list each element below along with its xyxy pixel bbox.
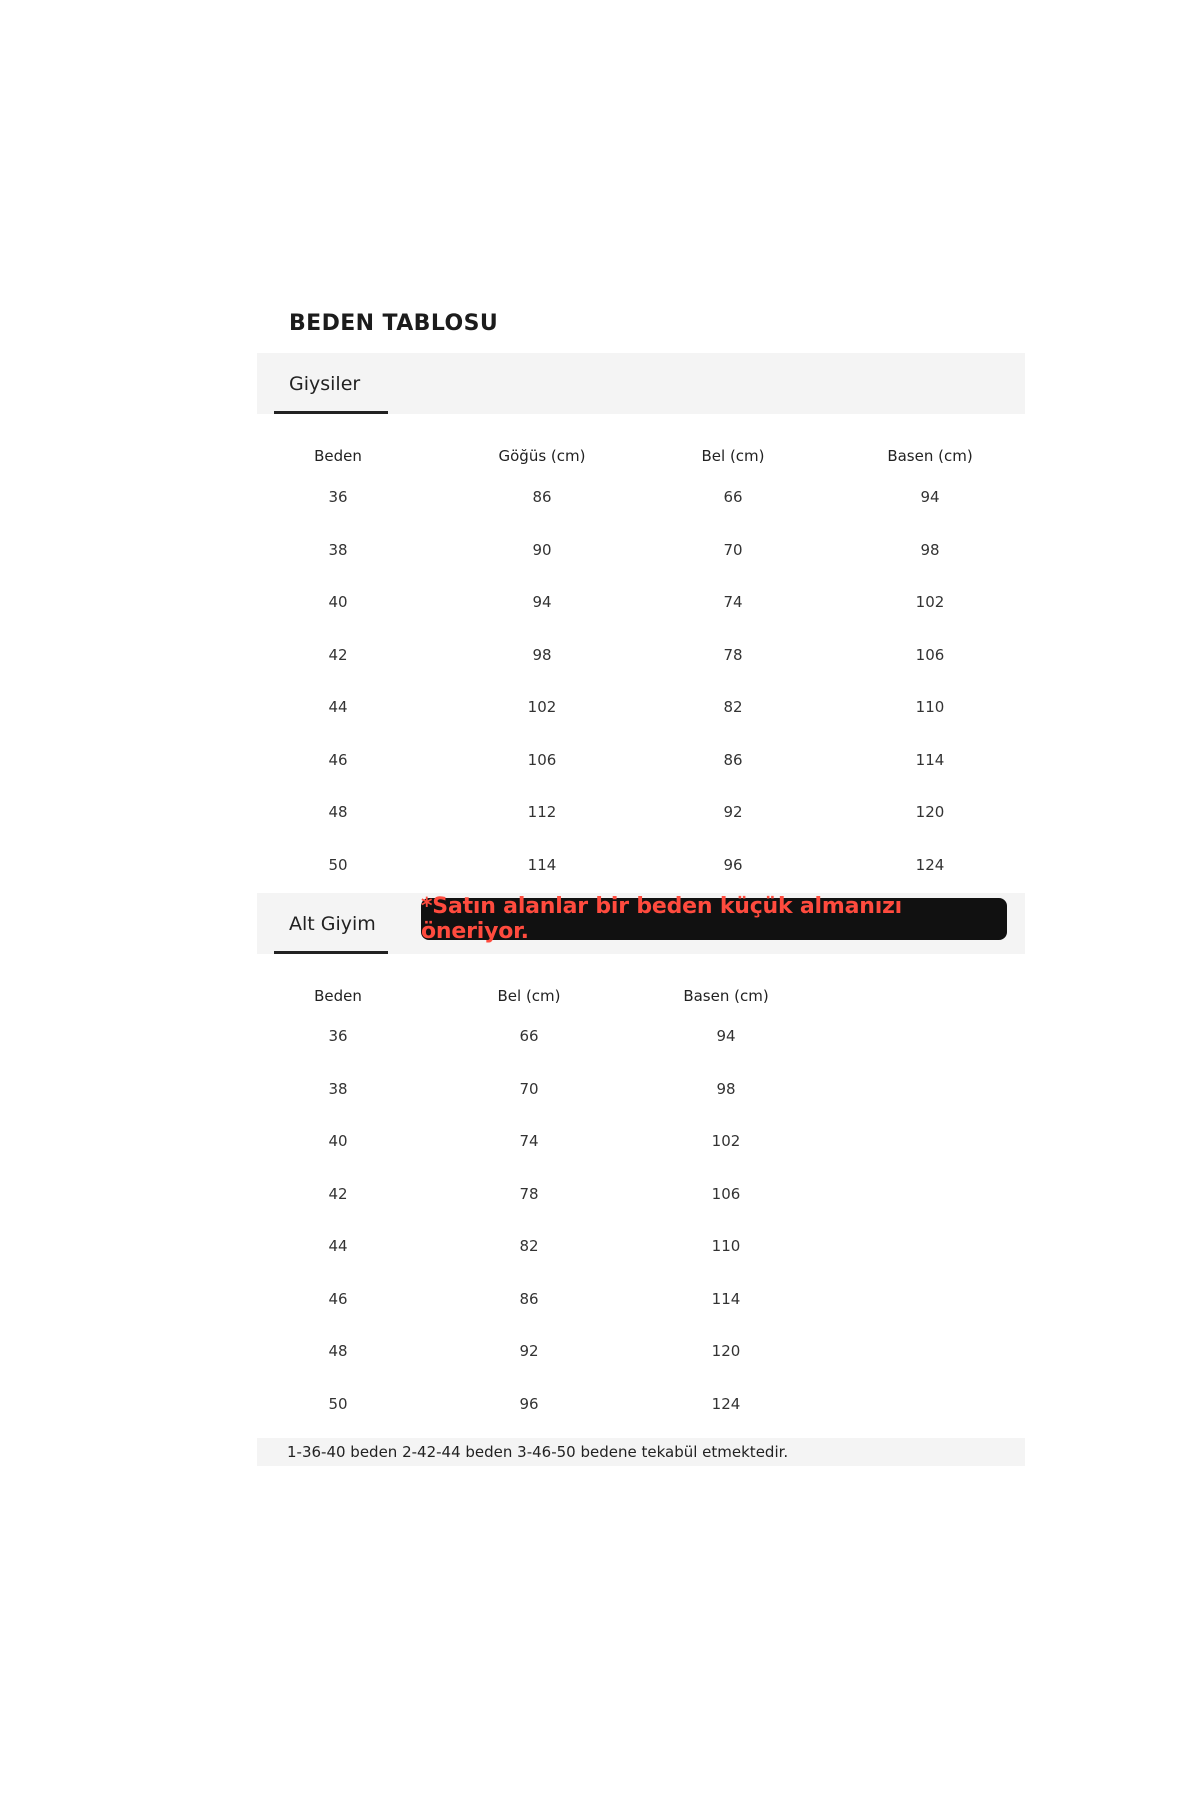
- table-cell: 110: [711, 1237, 741, 1255]
- table-cell: 36: [328, 488, 348, 506]
- table-cell: 86: [723, 750, 743, 769]
- table-cell: 46: [328, 1289, 348, 1308]
- table-cell: 44: [328, 698, 348, 716]
- tab-bottoms[interactable]: Alt Giyim: [289, 913, 376, 935]
- column-header: Göğüs (cm): [498, 447, 586, 465]
- tab-clothing[interactable]: Giysiler: [289, 373, 361, 395]
- table-cell: 48: [328, 1342, 348, 1360]
- table-cell: 120: [711, 1342, 741, 1360]
- table-cell: 74: [723, 593, 743, 611]
- column-header: Basen (cm): [683, 987, 769, 1005]
- table-cell: 124: [915, 855, 945, 874]
- table-cell: 38: [328, 1079, 348, 1098]
- column-header: Basen (cm): [887, 447, 973, 465]
- table-cell: 92: [519, 1342, 539, 1360]
- table-cell: 70: [723, 540, 743, 559]
- table-cell: 48: [328, 803, 348, 821]
- footnote-bar: [257, 1438, 1025, 1466]
- table-cell: 102: [915, 593, 945, 611]
- table-cell: 50: [328, 855, 348, 874]
- column-header: Bel (cm): [701, 447, 765, 465]
- table-cell: 46: [328, 750, 348, 769]
- table-cell: 94: [920, 488, 940, 506]
- table-cell: 106: [711, 1184, 741, 1203]
- table-cell: 114: [711, 1289, 741, 1308]
- table-cell: 74: [519, 1132, 539, 1150]
- table-cell: 102: [527, 698, 557, 716]
- table-cell: 50: [328, 1394, 348, 1413]
- table-cell: 106: [915, 645, 945, 664]
- table-cell: 92: [723, 803, 743, 821]
- table-cell: 94: [532, 593, 552, 611]
- page-title: BEDEN TABLOSU: [289, 311, 499, 336]
- table-cell: 40: [328, 593, 348, 611]
- active-tab-indicator: [274, 951, 388, 954]
- table-cell: 112: [527, 803, 557, 821]
- table-cell: 98: [716, 1079, 736, 1098]
- table-cell: 82: [723, 698, 743, 716]
- table-cell: 90: [532, 540, 552, 559]
- table-cell: 114: [915, 750, 945, 769]
- table-cell: 110: [915, 698, 945, 716]
- tab-bar-clothing: [257, 353, 1025, 414]
- column-header: Beden: [314, 447, 362, 465]
- table-cell: 78: [519, 1184, 539, 1203]
- table-cell: 86: [519, 1289, 539, 1308]
- table-cell: 96: [519, 1394, 539, 1413]
- table-cell: 78: [723, 645, 743, 664]
- table-cell: 86: [532, 488, 552, 506]
- table-cell: 102: [711, 1132, 741, 1150]
- table-cell: 124: [711, 1394, 741, 1413]
- column-header: Bel (cm): [497, 987, 561, 1005]
- table-cell: 98: [532, 645, 552, 664]
- table-cell: 38: [328, 540, 348, 559]
- table-cell: 120: [915, 803, 945, 821]
- table-cell: 42: [328, 1184, 348, 1203]
- table-cell: 106: [527, 750, 557, 769]
- table-cell: 82: [519, 1237, 539, 1255]
- active-tab-indicator: [274, 411, 388, 414]
- table-cell: 66: [519, 1027, 539, 1045]
- table-cell: 70: [519, 1079, 539, 1098]
- table-cell: 96: [723, 855, 743, 874]
- size-recommendation-notice: *Satın alanlar bir beden küçük almanızı öneriyor.: [421, 898, 1007, 940]
- table-cell: 36: [328, 1027, 348, 1045]
- table-cell: 94: [716, 1027, 736, 1045]
- table-cell: 42: [328, 645, 348, 664]
- footnote-text: 1-36-40 beden 2-42-44 beden 3-46-50 bedene tekabül etmektedir.: [287, 1443, 789, 1461]
- table-cell: 44: [328, 1237, 348, 1255]
- table-cell: 98: [920, 540, 940, 559]
- table-cell: 40: [328, 1132, 348, 1150]
- column-header: Beden: [314, 987, 362, 1005]
- table-cell: 114: [527, 855, 557, 874]
- table-cell: 66: [723, 488, 743, 506]
